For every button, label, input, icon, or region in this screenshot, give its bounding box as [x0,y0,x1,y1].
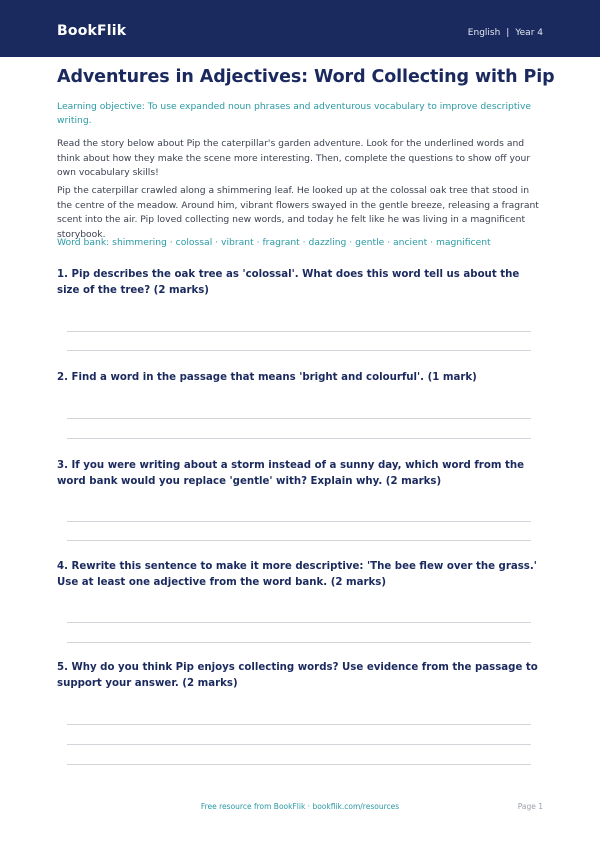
question-5: 5. Why do you think Pip enjoys collecting words? Use evidence from the passage to support your answer. (2 marks) [57,662,538,689]
word-bank-word: fragrant · [262,237,308,248]
question-3: 3. If you were writing about a storm instead of a sunny day, which word from the word bank would you replace 'gentle' with? Explain why. (2 marks) [57,460,525,487]
answer-line[interactable] [67,540,531,541]
word-bank-label: Word bank: [57,237,110,248]
header-separator: | [506,28,510,38]
word-bank-word: magnificent [435,237,491,248]
question-1: 1. Pip describes the oak tree as 'colossal'. What does this word tell us about the size of the tree? (2 marks) [57,269,520,296]
header-meta [468,28,543,38]
page-number: Page 1 [517,802,543,811]
answer-line[interactable] [67,744,531,745]
answer-line[interactable] [67,438,531,439]
answer-line[interactable] [67,622,531,623]
word-bank-word: dazzling · [309,237,356,248]
word-bank-word: colossal · [176,237,221,248]
word-bank-words [112,237,491,248]
subject-label: English [467,28,501,38]
word-bank [57,237,543,248]
question-4: 4. Rewrite this sentence to make it more descriptive: 'The bee flew over the grass.' Use at least one adjective from the word bank. (2 marks) [57,561,537,588]
brand-logo-text[interactable]: BookFlik [57,23,127,39]
worksheet-title: Adventures in Adjectives: Word Collecting with Pip [57,67,555,87]
page-header [0,0,600,57]
year-label: Year 4 [515,28,543,38]
story-paragraph: Pip the caterpillar crawled along a shimmering leaf. He looked up at the colossal oak tree that stood in the centre of the meadow. Around him, vibrant flowers swayed in the gentle breeze, releasing a fragrant scent into the air. Pip loved collecting new words, and today he felt like he was living in a magnificent storybook. [57,185,539,240]
word-bank-word: ancient · [393,237,436,248]
answer-line[interactable] [67,724,531,725]
answer-line[interactable] [67,350,531,351]
question-2: 2. Find a word in the passage that means 'bright and colourful'. (1 mark) [57,372,477,383]
intro-paragraph: Read the story below about Pip the caterpillar's garden adventure. Look for the underlined words and think about how they make the scene more interesting. Then, complete the questions to show off your own vocabulary skills! [57,138,531,178]
word-bank-word: gentle · [355,237,393,248]
word-bank-word: shimmering · [112,237,175,248]
answer-line[interactable] [67,418,531,419]
word-bank-word: vibrant · [221,237,262,248]
learning-objective: Learning objective: To use expanded noun phrases and adventurous vocabulary to improve descriptive writing. [57,101,532,126]
answer-line[interactable] [67,331,531,332]
answer-line[interactable] [67,521,531,522]
answer-line[interactable] [67,642,531,643]
footer-credit[interactable]: Free resource from BookFlik · bookflik.com/resources [200,802,400,811]
answer-line[interactable] [67,764,531,765]
